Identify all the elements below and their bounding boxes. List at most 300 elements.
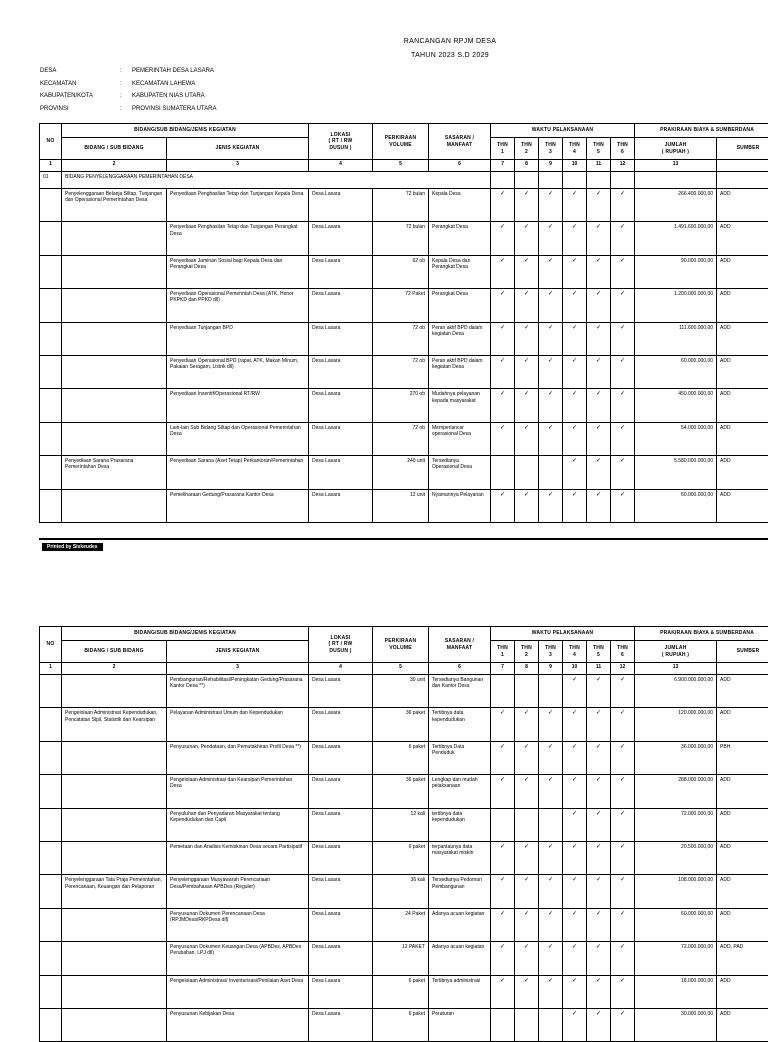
document-subtitle: TAHUN 2023 S.D 2029 — [380, 52, 520, 59]
row-check-thn: ✓ — [563, 456, 587, 489]
row-check-thn: ✓ — [563, 489, 587, 522]
header-thn: THN 1 — [491, 138, 515, 160]
row-no — [40, 675, 62, 708]
row-check-thn — [539, 675, 563, 708]
row-no — [40, 841, 62, 874]
row-check-thn: ✓ — [491, 289, 515, 322]
row-sumber: ADD — [717, 489, 768, 522]
row-volume: 270 ob — [373, 389, 429, 422]
meta-row — [40, 68, 216, 81]
row-bidang — [62, 775, 167, 808]
row-check-thn: ✓ — [491, 322, 515, 355]
header-jumlah: JUMLAH ( RUPIAH ) — [635, 138, 717, 160]
row-jenis: Lain-lain Sub Bidang Siltap dan Operasional Pemerintahan Desa — [167, 422, 309, 455]
row-sumber: ADD — [717, 1008, 768, 1041]
row-check-thn: ✓ — [539, 189, 563, 222]
row-no — [40, 775, 62, 808]
row-lokasi: Desa Lasara — [309, 708, 373, 741]
row-check-thn: ✓ — [587, 808, 611, 841]
row-sumber: ADD — [717, 389, 768, 422]
section-empty-cell — [611, 172, 635, 189]
row-check-thn — [491, 675, 515, 708]
row-sumber: ADD — [717, 222, 768, 255]
row-jumlah: 1.491.600.000,00 — [635, 222, 717, 255]
row-jenis: Penyediaan Penghasilan Tetap dan Tunjangan Kepala Desa — [167, 189, 309, 222]
row-jumlah: 72.000.000,00 — [635, 942, 717, 975]
row-sumber: ADD — [717, 255, 768, 288]
row-check-thn: ✓ — [515, 289, 539, 322]
row-check-thn: ✓ — [611, 456, 635, 489]
row-check-thn: ✓ — [611, 875, 635, 908]
row-check-thn: ✓ — [539, 708, 563, 741]
row-lokasi: Desa Lasara — [309, 741, 373, 774]
row-sasaran: Adanya acuan kegiatan — [429, 942, 491, 975]
row-sumber: ADD — [717, 189, 768, 222]
row-jenis: Pemetaan dan Analisis Kemiskinan Desa secara Partisipatif — [167, 841, 309, 874]
row-lokasi: Desa Lasara — [309, 422, 373, 455]
row-jumlah: 120.000.000,00 — [635, 708, 717, 741]
row-lokasi: Desa Lasara — [309, 875, 373, 908]
column-number: 8 — [515, 663, 539, 675]
row-no — [40, 355, 62, 388]
meta-separator: : — [120, 81, 132, 94]
row-jenis: Penyusunan Dokumen Perencanaan Desa (RPJMDesa/RKPDesa dll) — [167, 908, 309, 941]
row-bidang — [62, 908, 167, 941]
header-sumber: SUMBER — [717, 138, 768, 160]
table-row — [40, 389, 768, 422]
row-check-thn: ✓ — [515, 222, 539, 255]
row-check-thn: ✓ — [563, 675, 587, 708]
row-check-thn — [515, 675, 539, 708]
row-no — [40, 255, 62, 288]
row-volume: 72 bulan — [373, 189, 429, 222]
row-check-thn — [491, 456, 515, 489]
row-bidang: Penyelenggaraan Belanja Siltap, Tunjangan dan Operasional Pemerintahan Desa — [62, 189, 167, 222]
row-sasaran: Kepala Desa — [429, 189, 491, 222]
row-check-thn: ✓ — [563, 708, 587, 741]
row-jenis: Penyusunan Kebijakan Desa — [167, 1008, 309, 1041]
row-jumlah: 288.000.000,00 — [635, 775, 717, 808]
row-jenis: Penyusunan Dokumen Keuangan Desa (APBDes, APBDes Perubahan, LPJ dll) — [167, 942, 309, 975]
table-row — [40, 289, 768, 322]
column-number: 7 — [491, 160, 515, 172]
table-row — [40, 808, 768, 841]
header-volume: PERKIRAAN VOLUME — [373, 124, 429, 160]
row-lokasi: Desa Lasara — [309, 942, 373, 975]
row-check-thn: ✓ — [539, 489, 563, 522]
row-check-thn: ✓ — [611, 189, 635, 222]
row-check-thn: ✓ — [587, 1008, 611, 1041]
row-check-thn: ✓ — [539, 422, 563, 455]
document-title: RANCANGAN RPJM DESA — [380, 38, 520, 45]
row-sasaran: Peran aktif BPD dalam kegiatan Desa — [429, 322, 491, 355]
row-volume: 12 unit — [373, 489, 429, 522]
row-check-thn — [515, 808, 539, 841]
page-break-line — [39, 538, 768, 540]
row-check-thn: ✓ — [563, 741, 587, 774]
row-no — [40, 942, 62, 975]
row-bidang — [62, 942, 167, 975]
section-empty-cell — [635, 172, 717, 189]
row-jumlah: 36.000.000,00 — [635, 741, 717, 774]
column-number: 13 — [635, 160, 717, 172]
row-check-thn: ✓ — [611, 975, 635, 1008]
row-bidang — [62, 841, 167, 874]
section-empty-cell — [491, 172, 515, 189]
meta-value: PROVINSI SUMATERA UTARA — [132, 106, 216, 119]
row-check-thn: ✓ — [611, 942, 635, 975]
row-sasaran: terpantaunya data masyarakat miskin — [429, 841, 491, 874]
column-number: 7 — [491, 663, 515, 675]
row-volume: 6 paket — [373, 741, 429, 774]
row-volume: 6 paket — [373, 975, 429, 1008]
row-sasaran: Peran aktif BPD dalam kegiatan Desa — [429, 355, 491, 388]
header-group: BIDANG/SUB BIDANG/JENIS KEGIATAN — [62, 627, 309, 641]
row-sasaran: Nyamannya Pelayanan — [429, 489, 491, 522]
row-check-thn: ✓ — [515, 741, 539, 774]
row-check-thn: ✓ — [539, 775, 563, 808]
row-check-thn: ✓ — [611, 422, 635, 455]
row-check-thn: ✓ — [515, 422, 539, 455]
header-waktu: WAKTU PELAKSANAAN — [491, 124, 635, 138]
row-check-thn: ✓ — [563, 355, 587, 388]
row-jenis: Pembangunan/Rehabilitasi/Peningkatan Gedung/Prasarana Kantor Desa **) — [167, 675, 309, 708]
row-check-thn: ✓ — [587, 775, 611, 808]
row-check-thn: ✓ — [491, 908, 515, 941]
row-check-thn: ✓ — [515, 908, 539, 941]
row-check-thn: ✓ — [539, 222, 563, 255]
table-row — [40, 489, 768, 522]
row-volume: 72 ob — [373, 422, 429, 455]
row-jenis: Pengelolaan Administrasi/ Inventarisasi/Penilaian Aset Desa — [167, 975, 309, 1008]
row-check-thn: ✓ — [587, 908, 611, 941]
row-check-thn: ✓ — [587, 942, 611, 975]
row-no — [40, 975, 62, 1008]
row-check-thn: ✓ — [563, 775, 587, 808]
header-thn: THN 4 — [563, 641, 587, 663]
row-jumlah: 5.580.000.000,00 — [635, 456, 717, 489]
row-lokasi: Desa Lasara — [309, 189, 373, 222]
header-biaya: PRAKIRAAN BIAYA & SUMBERDANA — [635, 627, 768, 641]
row-lokasi: Desa Lasara — [309, 1008, 373, 1041]
row-no — [40, 808, 62, 841]
row-check-thn: ✓ — [515, 189, 539, 222]
row-sumber: PBH — [717, 741, 768, 774]
row-check-thn: ✓ — [611, 841, 635, 874]
row-check-thn: ✓ — [587, 289, 611, 322]
row-check-thn — [539, 456, 563, 489]
row-sumber: ADD — [717, 289, 768, 322]
row-jumlah: 90.000.000,00 — [635, 255, 717, 288]
header-bidang: BIDANG / SUB BIDANG — [62, 641, 167, 663]
row-sasaran: Lengkap dan mudah pelaksanaan — [429, 775, 491, 808]
row-check-thn: ✓ — [611, 322, 635, 355]
row-check-thn: ✓ — [491, 775, 515, 808]
column-number — [717, 663, 768, 675]
row-volume: 240 unit — [373, 456, 429, 489]
row-check-thn: ✓ — [491, 222, 515, 255]
row-sumber: ADD — [717, 875, 768, 908]
row-no — [40, 422, 62, 455]
row-bidang — [62, 255, 167, 288]
row-no — [40, 456, 62, 489]
row-jumlah: 30.000.000,00 — [635, 1008, 717, 1041]
row-bidang — [62, 489, 167, 522]
column-number: 10 — [563, 663, 587, 675]
row-jumlah: 20.500.000,00 — [635, 841, 717, 874]
meta-separator: : — [120, 68, 132, 81]
header-sasaran: SASARAN / MANFAAT — [429, 124, 491, 160]
row-check-thn: ✓ — [491, 489, 515, 522]
row-sasaran: Mudahnya pelayanan kepada masyarakat — [429, 389, 491, 422]
header-thn: THN 3 — [539, 138, 563, 160]
row-check-thn: ✓ — [563, 422, 587, 455]
row-bidang — [62, 289, 167, 322]
header-volume: PERKIRAAN VOLUME — [373, 627, 429, 663]
row-jenis: Pemeliharaan Gedung/Prasarana Kantor Desa — [167, 489, 309, 522]
header-thn: THN 4 — [563, 138, 587, 160]
row-sasaran: Peraturan — [429, 1008, 491, 1041]
column-number: 9 — [539, 663, 563, 675]
row-jenis: Penyuluhan dan Penyadaran Masyarakat tentang Kependudukan dan Capil — [167, 808, 309, 841]
column-number: 5 — [373, 663, 429, 675]
meta-value: KABUPATEN NIAS UTARA — [132, 93, 205, 106]
row-check-thn: ✓ — [491, 355, 515, 388]
column-number — [717, 160, 768, 172]
table-row — [40, 255, 768, 288]
row-jumlah: 60.000.000,00 — [635, 489, 717, 522]
row-jumlah: 450.000.000,00 — [635, 389, 717, 422]
column-number: 6 — [429, 160, 491, 172]
row-check-thn: ✓ — [515, 389, 539, 422]
row-sasaran: tertibnya data kependudukan — [429, 808, 491, 841]
header-thn: THN 6 — [611, 641, 635, 663]
header-no: NO — [40, 124, 62, 160]
row-sumber: ADD — [717, 355, 768, 388]
row-volume: 30 unit — [373, 675, 429, 708]
row-sumber: ADD — [717, 841, 768, 874]
row-check-thn: ✓ — [515, 775, 539, 808]
row-check-thn: ✓ — [491, 975, 515, 1008]
row-bidang — [62, 741, 167, 774]
row-volume: 24 Paket — [373, 908, 429, 941]
section-empty-cell — [587, 172, 611, 189]
row-check-thn: ✓ — [611, 775, 635, 808]
row-bidang: Penyelenggaraan Tata Praja Pemerintahan, Perencanaan, Keuangan dan Pelaporan — [62, 875, 167, 908]
row-jumlah: 108.000.000,00 — [635, 875, 717, 908]
row-check-thn: ✓ — [587, 422, 611, 455]
row-volume: 72 ob — [373, 322, 429, 355]
row-check-thn: ✓ — [491, 189, 515, 222]
table-row — [40, 1008, 768, 1041]
row-no — [40, 322, 62, 355]
row-check-thn: ✓ — [539, 389, 563, 422]
row-lokasi: Desa Lasara — [309, 289, 373, 322]
column-number: 9 — [539, 160, 563, 172]
row-check-thn: ✓ — [539, 322, 563, 355]
row-bidang — [62, 355, 167, 388]
row-check-thn: ✓ — [515, 708, 539, 741]
row-jenis: Penyelenggaraan Musyawarah Perencanaan Desa/Pembahasan APBDes (Reguler) — [167, 875, 309, 908]
row-lokasi: Desa Lasara — [309, 841, 373, 874]
row-sasaran: Tertibnya data kependudukan — [429, 708, 491, 741]
row-lokasi: Desa Lasara — [309, 775, 373, 808]
column-number: 8 — [515, 160, 539, 172]
meta-row — [40, 93, 216, 106]
row-jenis: Penyediaan Penghasilan Tetap dan Tunjangan Perangkat Desa — [167, 222, 309, 255]
row-check-thn: ✓ — [587, 456, 611, 489]
row-check-thn: ✓ — [563, 942, 587, 975]
row-lokasi: Desa Lasara — [309, 389, 373, 422]
column-number: 12 — [611, 160, 635, 172]
row-check-thn: ✓ — [539, 355, 563, 388]
row-check-thn: ✓ — [491, 841, 515, 874]
row-check-thn: ✓ — [491, 422, 515, 455]
row-jumlah: 60.000.000,00 — [635, 908, 717, 941]
table-row — [40, 775, 768, 808]
row-check-thn: ✓ — [491, 942, 515, 975]
row-sumber: ADD — [717, 775, 768, 808]
row-bidang — [62, 422, 167, 455]
column-number: 3 — [167, 160, 309, 172]
row-check-thn: ✓ — [611, 289, 635, 322]
row-jenis: Penyediaan Insentif/Operasional RT/RW — [167, 389, 309, 422]
row-bidang — [62, 808, 167, 841]
row-bidang — [62, 389, 167, 422]
section-empty-cell — [563, 172, 587, 189]
row-check-thn: ✓ — [563, 389, 587, 422]
header-no: NO — [40, 627, 62, 663]
meta-row — [40, 106, 216, 119]
row-volume: 72 bulan — [373, 222, 429, 255]
row-volume: 36 paket — [373, 775, 429, 808]
row-volume: 12 PAKET — [373, 942, 429, 975]
row-no — [40, 708, 62, 741]
row-no — [40, 741, 62, 774]
table-row — [40, 942, 768, 975]
row-lokasi: Desa Lasara — [309, 908, 373, 941]
column-number: 13 — [635, 663, 717, 675]
row-volume: 72 ob — [373, 355, 429, 388]
row-jumlah: 60.000.000,00 — [635, 355, 717, 388]
row-check-thn: ✓ — [539, 741, 563, 774]
meta-value: KECAMATAN LAHEWA — [132, 81, 195, 94]
header-biaya: PRAKIRAAN BIAYA & SUMBERDANA — [635, 124, 768, 138]
row-sasaran: Kepala Desa dan Perangkat Desa — [429, 255, 491, 288]
header-jenis: JENIS KEGIATAN — [167, 641, 309, 663]
header-sumber: SUMBER — [717, 641, 768, 663]
header-waktu: WAKTU PELAKSANAAN — [491, 627, 635, 641]
row-volume: 36 kali — [373, 875, 429, 908]
row-jumlah: 6.900.000.000,00 — [635, 675, 717, 708]
row-no — [40, 875, 62, 908]
row-jenis: Penyediaan Operasional BPD (rapat, ATK, Makan Minum, Pakaian Seragam, Listrik dll) — [167, 355, 309, 388]
header-group: BIDANG/SUB BIDANG/JENIS KEGIATAN — [62, 124, 309, 138]
row-check-thn: ✓ — [515, 489, 539, 522]
row-check-thn: ✓ — [563, 808, 587, 841]
row-check-thn: ✓ — [611, 808, 635, 841]
header-jumlah: JUMLAH ( RUPIAH ) — [635, 641, 717, 663]
row-jenis: Pengelolaan Administrasi dan Kearsipan Pemerintahan Desa — [167, 775, 309, 808]
row-jumlah: 1.200.000.000,00 — [635, 289, 717, 322]
row-bidang — [62, 975, 167, 1008]
header-lokasi: LOKASI ( RT / RW DUSUN ) — [309, 627, 373, 663]
row-check-thn: ✓ — [611, 389, 635, 422]
row-lokasi: Desa Lasara — [309, 975, 373, 1008]
row-lokasi: Desa Lasara — [309, 222, 373, 255]
meta-separator: : — [120, 106, 132, 119]
document-meta — [40, 68, 216, 118]
row-check-thn: ✓ — [515, 942, 539, 975]
table-row — [40, 322, 768, 355]
meta-value: PEMERINTAH DESA LASARA — [132, 68, 214, 81]
row-sasaran: Tertibnya administrasi — [429, 975, 491, 1008]
row-check-thn: ✓ — [587, 255, 611, 288]
row-jumlah: 54.000.000,00 — [635, 422, 717, 455]
meta-key: KECAMATAN — [40, 81, 120, 94]
row-sumber: ADD — [717, 708, 768, 741]
table-row — [40, 908, 768, 941]
row-check-thn: ✓ — [563, 975, 587, 1008]
row-volume: 6 paket — [373, 841, 429, 874]
header-thn: THN 5 — [587, 138, 611, 160]
row-check-thn: ✓ — [563, 322, 587, 355]
header-thn: THN 6 — [611, 138, 635, 160]
row-volume: 36 paket — [373, 708, 429, 741]
row-check-thn: ✓ — [563, 1008, 587, 1041]
row-check-thn: ✓ — [491, 875, 515, 908]
row-check-thn: ✓ — [587, 741, 611, 774]
row-jumlah: 18.000.000,00 — [635, 975, 717, 1008]
row-check-thn: ✓ — [563, 255, 587, 288]
row-check-thn: ✓ — [563, 189, 587, 222]
row-check-thn: ✓ — [587, 222, 611, 255]
header-sasaran: SASARAN / MANFAAT — [429, 627, 491, 663]
column-number: 1 — [40, 160, 62, 172]
meta-key: PROVINSI — [40, 106, 120, 119]
header-bidang: BIDANG / SUB BIDANG — [62, 138, 167, 160]
row-jenis: Penyediaan Jaminan Sosial bagi Kepala Desa dan Perangkat Desa — [167, 255, 309, 288]
row-check-thn: ✓ — [539, 908, 563, 941]
row-check-thn: ✓ — [563, 289, 587, 322]
row-bidang — [62, 1008, 167, 1041]
row-check-thn: ✓ — [611, 1008, 635, 1041]
meta-separator: : — [120, 93, 132, 106]
row-jumlah: 72.000.000,00 — [635, 808, 717, 841]
row-check-thn: ✓ — [491, 741, 515, 774]
row-check-thn: ✓ — [611, 741, 635, 774]
row-bidang — [62, 675, 167, 708]
row-check-thn: ✓ — [587, 355, 611, 388]
row-check-thn: ✓ — [491, 255, 515, 288]
printed-by-label: Printed by Siskeudes — [42, 543, 103, 551]
column-number: 3 — [167, 663, 309, 675]
row-sasaran: Tertibnya Data Penduduk — [429, 741, 491, 774]
row-no — [40, 189, 62, 222]
row-check-thn: ✓ — [587, 189, 611, 222]
row-check-thn: ✓ — [587, 675, 611, 708]
table-row — [40, 422, 768, 455]
row-check-thn: ✓ — [539, 255, 563, 288]
column-number: 6 — [429, 663, 491, 675]
header-lokasi: LOKASI ( RT / RW DUSUN ) — [309, 124, 373, 160]
row-sasaran: Tersedianya Operasional Desa — [429, 456, 491, 489]
row-check-thn: ✓ — [515, 322, 539, 355]
table-row — [40, 741, 768, 774]
rpjm-table-page-1 — [39, 123, 768, 523]
column-number: 2 — [62, 663, 167, 675]
table-row — [40, 355, 768, 388]
